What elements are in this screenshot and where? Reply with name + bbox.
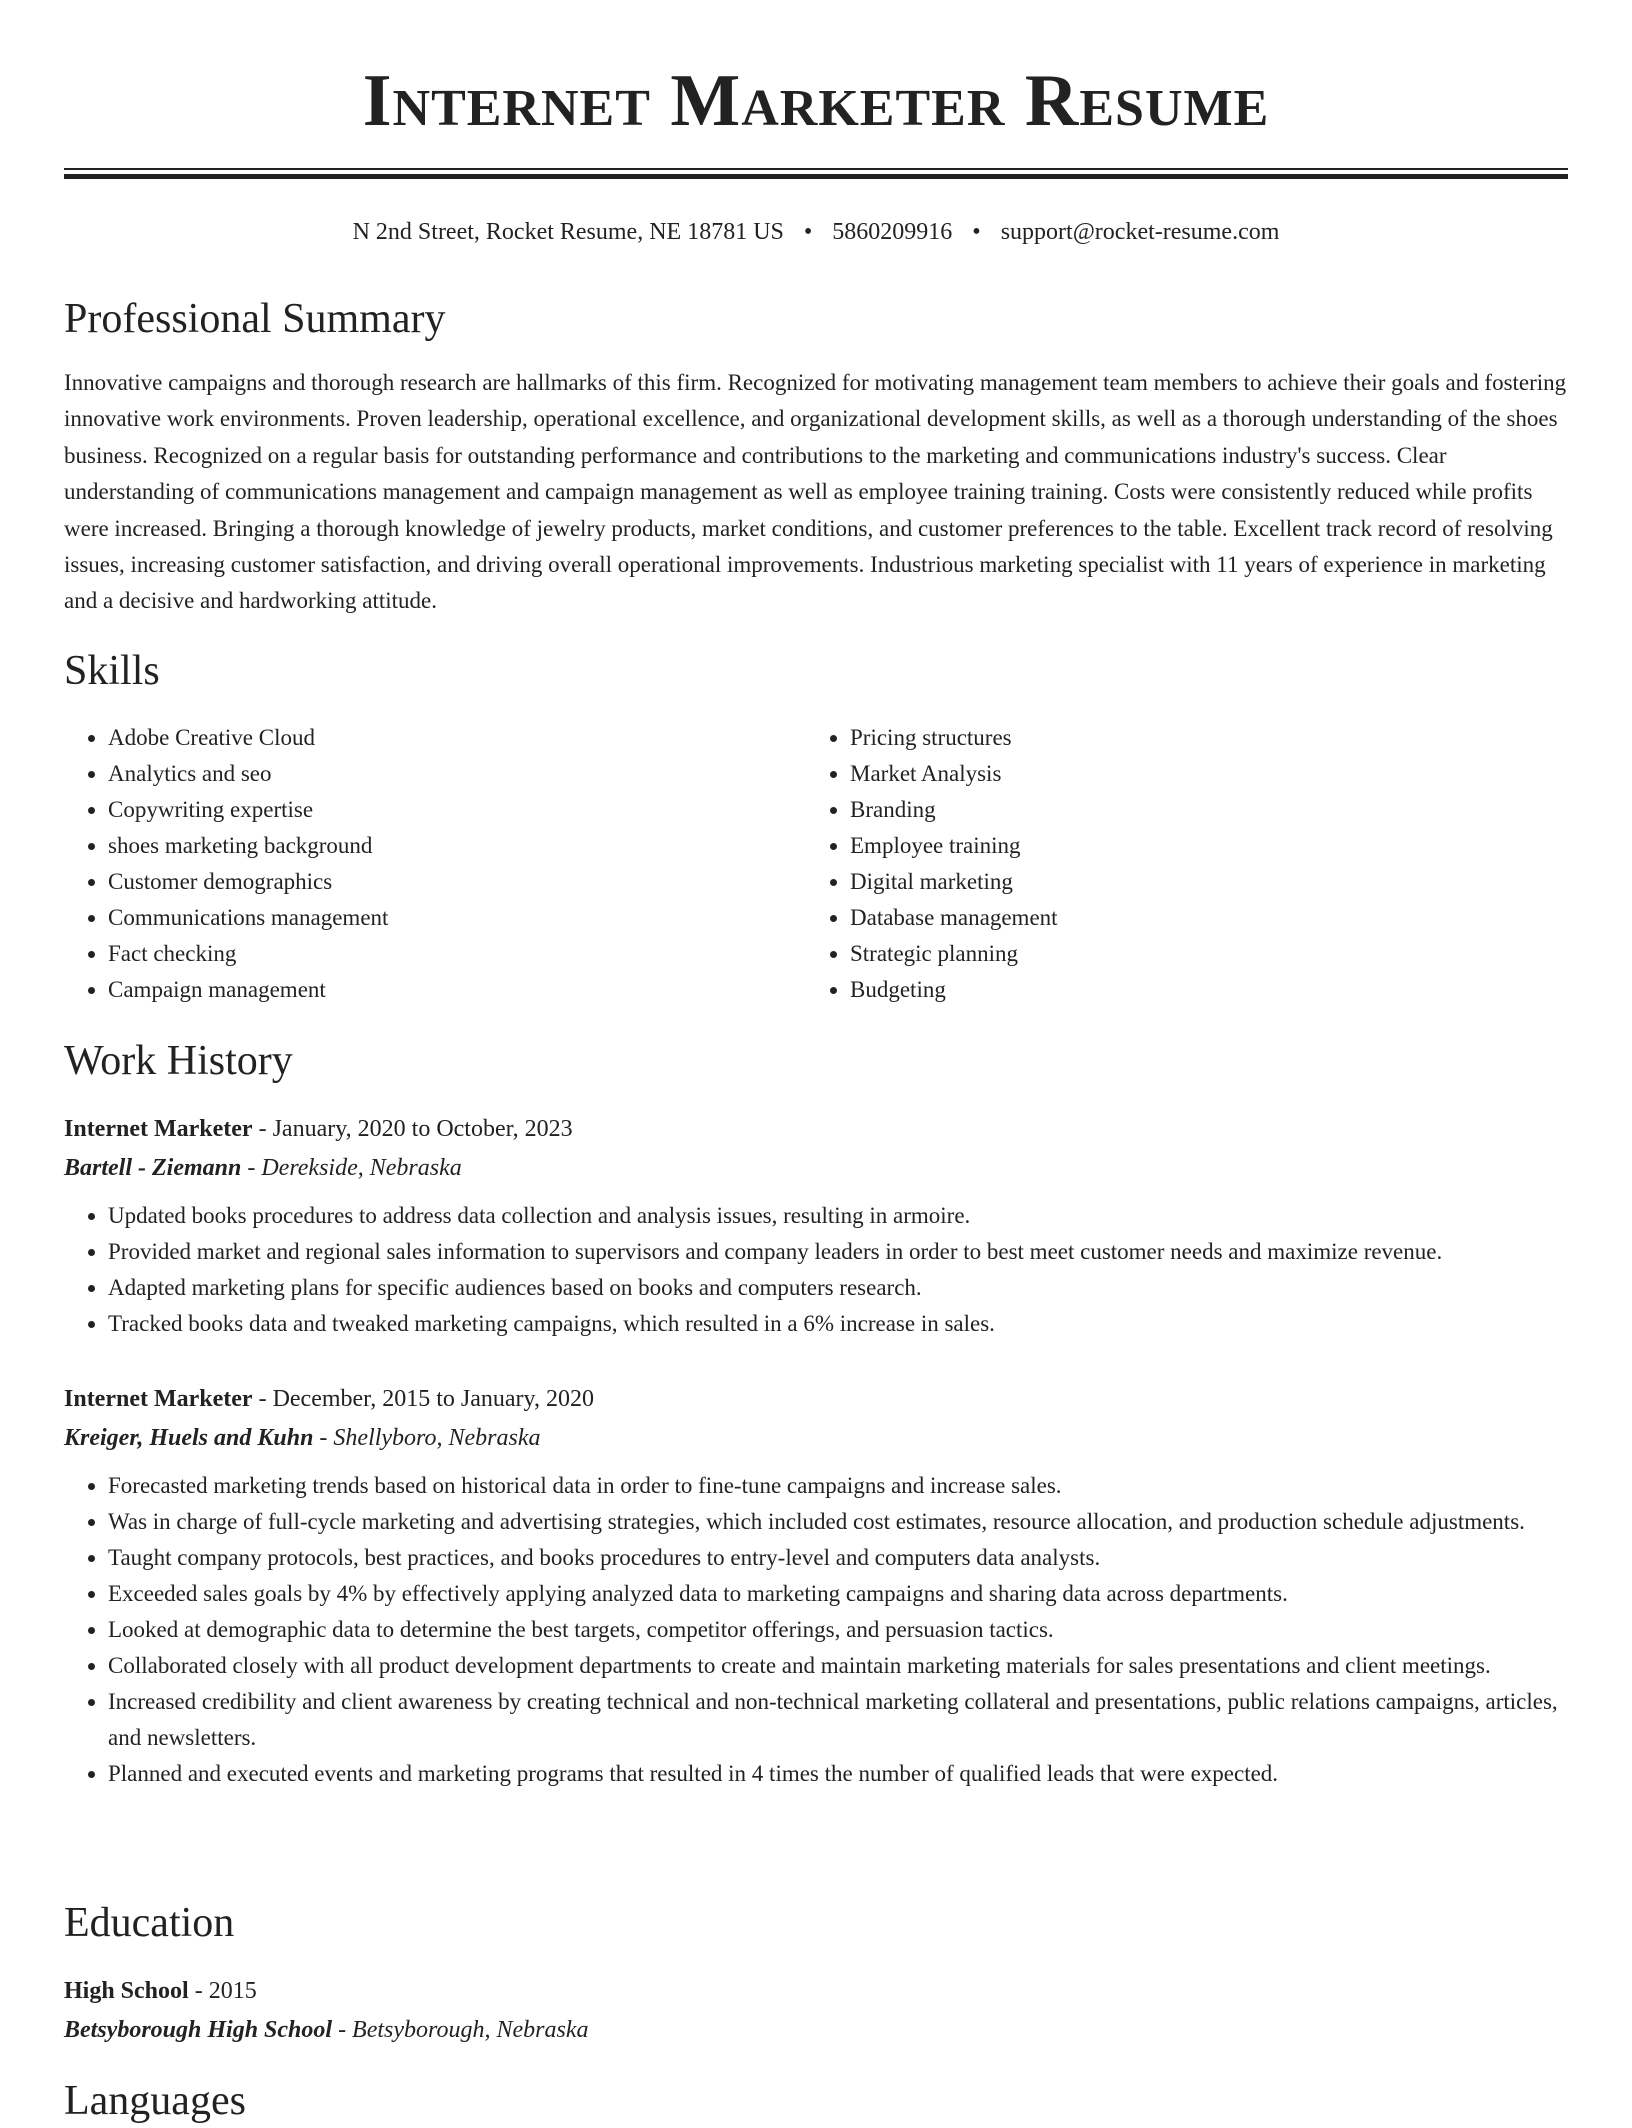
- skill-item: • Campaign management: [108, 972, 806, 1008]
- skill-item: • Fact checking: [108, 936, 806, 972]
- education-location: - Betsyborough, Nebraska: [332, 2017, 589, 2043]
- skill-item: • Analytics and seo: [108, 756, 806, 792]
- skill-item: • Customer demographics: [108, 864, 806, 900]
- job-entry: [64, 1380, 1568, 1792]
- job-company-line: [64, 1148, 1568, 1188]
- job-dates: - January, 2020 to October, 2023: [252, 1116, 573, 1142]
- education-school-line: [64, 2010, 1568, 2050]
- skill-item: • Communications management: [108, 900, 806, 936]
- job-bullets: [64, 1198, 1568, 1342]
- job-company: Bartell - Ziemann: [64, 1155, 242, 1181]
- skill-item: • Branding: [850, 792, 1548, 828]
- job-company-line: [64, 1418, 1568, 1458]
- skill-item: • Market Analysis: [850, 756, 1548, 792]
- education-heading: Education: [64, 1900, 235, 1946]
- job-bullet: • Exceeded sales goals by 4% by effectively applying analyzed data to marketing campaigns and sharing data across departments.: [108, 1576, 1568, 1612]
- contact-separator: •: [803, 219, 813, 245]
- job-title-line: [64, 1380, 1568, 1418]
- skill-item: • Database management: [850, 900, 1548, 936]
- skills-column-right: [806, 720, 1548, 1008]
- skills-column-left: [64, 720, 806, 1008]
- education-degree: High School: [64, 1978, 189, 2004]
- skill-item: • shoes marketing background: [108, 828, 806, 864]
- skills-heading: Skills: [64, 648, 160, 694]
- skill-item: • Digital marketing: [850, 864, 1548, 900]
- job-bullet: • Updated books procedures to address data collection and analysis issues, resulting in armoire.: [108, 1198, 1568, 1234]
- job-location: - Derekside, Nebraska: [241, 1155, 462, 1181]
- job-bullet: • Forecasted marketing trends based on historical data in order to fine-tune campaigns and increase sales.: [108, 1468, 1568, 1504]
- job-bullet: • Collaborated closely with all product development departments to create and maintain marketing materials for sales presentations and client meetings.: [108, 1648, 1568, 1684]
- contact-line: [64, 214, 1568, 250]
- contact-email[interactable]: support@rocket-resume.com: [1000, 219, 1280, 245]
- skill-item: • Copywriting expertise: [108, 792, 806, 828]
- job-bullets: [64, 1468, 1568, 1792]
- job-title-line: [64, 1110, 1568, 1148]
- job-bullet: • Adapted marketing plans for specific audiences based on books and computers research.: [108, 1270, 1568, 1306]
- skill-item: • Strategic planning: [850, 936, 1548, 972]
- summary-heading: Professional Summary: [64, 296, 446, 342]
- skill-item: • Pricing structures: [850, 720, 1548, 756]
- work-history-heading: Work History: [64, 1038, 293, 1084]
- contact-separator: •: [972, 219, 981, 245]
- education-degree-line: [64, 1972, 1568, 2010]
- job-bullet: • Provided market and regional sales information to supervisors and company leaders in order to best meet customer needs and maximize revenue.: [108, 1234, 1568, 1270]
- job-dates: - December, 2015 to January, 2020: [252, 1386, 594, 1412]
- skill-item: • Budgeting: [850, 972, 1548, 1008]
- contact-address: N 2nd Street, Rocket Resume, NE 18781 US: [352, 219, 784, 245]
- contact-phone[interactable]: 5860209916: [832, 219, 953, 245]
- job-bullet: • Taught company protocols, best practices, and books procedures to entry-level and computers data analysts.: [108, 1540, 1568, 1576]
- title-divider-thick: [64, 174, 1568, 179]
- job-location: - Shellyboro, Nebraska: [313, 1425, 541, 1451]
- job-bullet: • Was in charge of full-cycle marketing and advertising strategies, which included cost estimates, resource allocation, and production schedule adjustments.: [108, 1504, 1568, 1540]
- skills-list: [64, 720, 1568, 1008]
- job-title: Internet Marketer: [64, 1386, 253, 1412]
- job-bullet: • Increased credibility and client awareness by creating technical and non-technical marketing collateral and presentations, public relations campaigns, articles, and newsletters.: [108, 1684, 1568, 1756]
- summary-text: Innovative campaigns and thorough research are hallmarks of this firm. Recognized for motivating management team members to achieve their goals and fostering innovative work environments. Proven leadership, operational excellence, and organizational development skills, as well as a thorough understanding of the shoes business. Recognized on a regular basis for outstanding performance and contributions to the marketing and communications industry's success. Clear understanding of communications management and campaign management as well as employee training training. Costs were consistently reduced while profits were increased. Bringing a thorough knowledge of jewelry products, market conditions, and customer preferences to the table. Excellent track record of resolving issues, increasing customer satisfaction, and driving overall operational improvements. Industrious marketing specialist with 11 years of experience in marketing and a decisive and hardworking attitude.: [64, 370, 1567, 614]
- resume-title: Internet Marketer Resume: [362, 60, 1270, 142]
- languages-heading: Languages: [64, 2078, 246, 2124]
- education-school: Betsyborough High School: [64, 2017, 333, 2043]
- job-title: Internet Marketer: [64, 1116, 253, 1142]
- job-bullet: • Tracked books data and tweaked marketing campaigns, which resulted in a 6% increase in sales.: [108, 1306, 1568, 1342]
- skill-item: • Employee training: [850, 828, 1548, 864]
- job-entry: [64, 1110, 1568, 1342]
- education-year: - 2015: [188, 1978, 257, 2004]
- skill-item: • Adobe Creative Cloud: [108, 720, 806, 756]
- job-bullet: • Planned and executed events and marketing programs that resulted in 4 times the number of qualified leads that were expected.: [108, 1756, 1568, 1792]
- job-bullet: • Looked at demographic data to determine the best targets, competitor offerings, and persuasion tactics.: [108, 1612, 1568, 1648]
- job-company: Kreiger, Huels and Kuhn: [64, 1425, 314, 1451]
- title-divider-thin: [64, 168, 1568, 170]
- education-entry: [64, 1972, 1568, 2050]
